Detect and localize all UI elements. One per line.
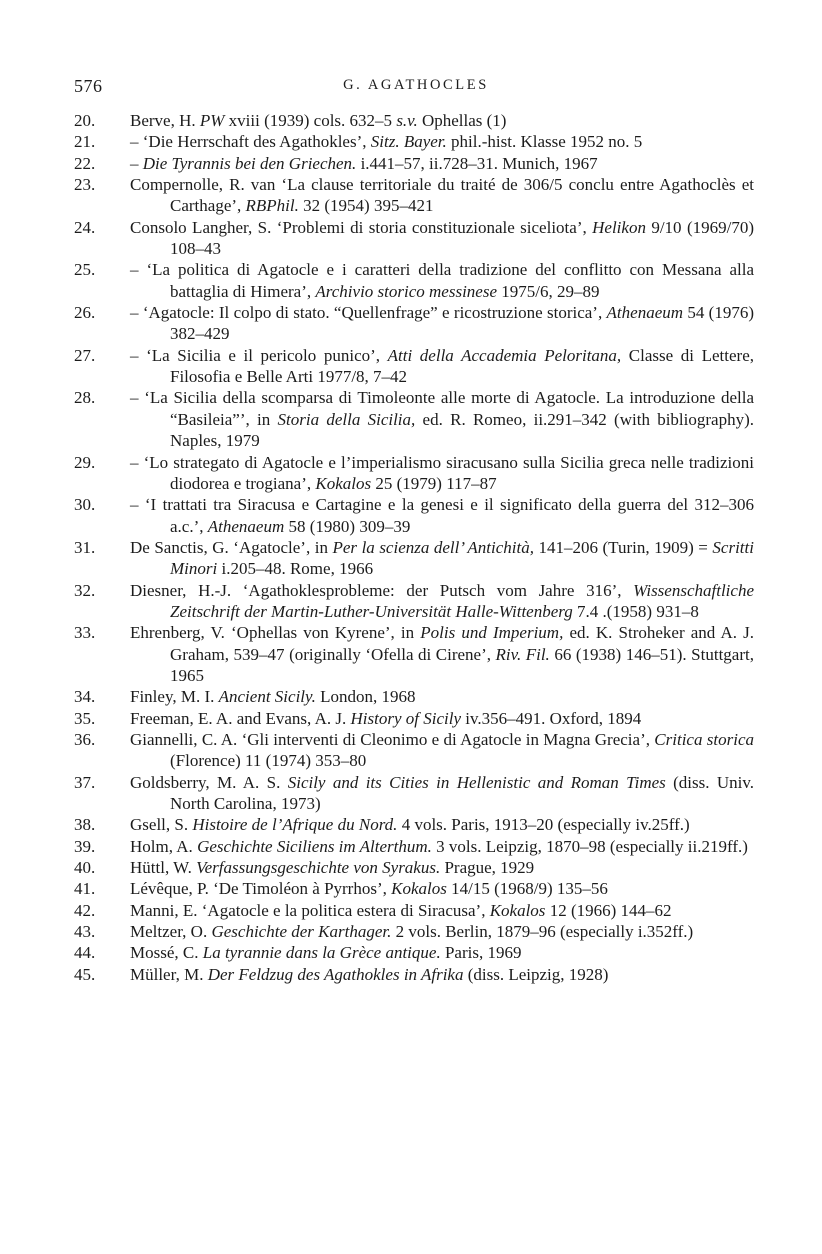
bibliography-entry xyxy=(74,878,754,899)
entry-text xyxy=(130,837,748,856)
bibliography-entry xyxy=(74,110,754,131)
entry-number: 26. xyxy=(74,303,96,323)
entry-text-segment: – ‘Agatocle: Il colpo di stato. “Quellenfrage” e ricostruzione storica’, xyxy=(130,303,607,323)
entry-text xyxy=(130,901,672,920)
running-head: G. AGATHOCLES xyxy=(343,77,489,93)
entry-text-segment: Meltzer, O. xyxy=(130,922,212,942)
entry-text-segment: 25 (1979) 117–87 xyxy=(371,473,497,493)
entry-number: 28. xyxy=(74,388,96,408)
entry-text xyxy=(130,879,608,898)
entry-text-segment: – ‘La Sicilia della scomparsa di Timoleonte alle morte di Agatocle. La introduzione della “Basileia”’, in xyxy=(130,388,754,429)
entry-text xyxy=(130,346,754,386)
bibliography-entry xyxy=(74,259,754,302)
entry-text-segment: Berve, H. xyxy=(130,111,200,130)
entry-number: 44. xyxy=(74,943,96,963)
entry-text-segment: i.205–48. Rome, 1966 xyxy=(217,559,374,579)
entry-number: 21. xyxy=(74,132,96,152)
entry-text xyxy=(130,965,608,984)
bibliography-entry xyxy=(74,708,754,729)
bibliography-entry xyxy=(74,900,754,921)
entry-text xyxy=(130,218,754,258)
entry-text-segment: 32 (1954) 395–421 xyxy=(298,196,434,216)
bibliography-entry xyxy=(74,857,754,878)
entry-text xyxy=(130,495,754,535)
entry-text xyxy=(130,303,754,343)
entry-text xyxy=(130,773,754,813)
entry-number: 27. xyxy=(74,345,96,365)
entry-italic-title: Athenaeum xyxy=(606,303,684,323)
bibliography-entry xyxy=(74,580,754,623)
bibliography-entry xyxy=(74,345,754,388)
entry-text-segment: – ‘La politica di Agatocle e i caratteri della tradizione del conflitto con Messana alla battaglia di Himera’, xyxy=(130,260,754,301)
entry-text-segment: iv.356–491. Oxford, 1894 xyxy=(460,708,642,728)
entry-italic-title: Kokalos xyxy=(315,473,372,493)
entry-text-segment: 141–206 (Turin, 1909) = xyxy=(533,537,713,557)
entry-number: 22. xyxy=(74,153,96,173)
entry-text-segment: Prague, 1929 xyxy=(440,858,535,878)
entry-text-segment: (Florence) 11 (1974) 353–80 xyxy=(170,751,367,771)
entry-number: 24. xyxy=(74,217,96,237)
entry-number: 39. xyxy=(74,836,96,856)
entry-italic-title: Wissenschaftliche Zeitschrift der Martin-Luther-Universität Halle-Wittenberg xyxy=(170,580,754,621)
bibliography-list xyxy=(74,110,754,985)
entry-italic-title: RBPhil. xyxy=(245,196,299,216)
entry-number: 23. xyxy=(74,175,96,195)
entry-text-segment: 7.4 .(1958) 931–8 xyxy=(572,601,699,621)
entry-text-segment: Finley, M. I. xyxy=(130,687,219,707)
entry-text-segment: phil.-hist. Klasse 1952 no. 5 xyxy=(446,132,643,152)
entry-italic-title: Sitz. Bayer. xyxy=(370,132,447,152)
entry-number: 30. xyxy=(74,495,96,515)
entry-text-segment: London, 1968 xyxy=(315,687,416,707)
entry-text-segment: Classe di Lettere, Filosofia e Belle Arti 1977/8, 7–42 xyxy=(170,345,754,387)
entry-text-segment: Diesner, H.-J. ‘Agathoklesprobleme: der Putsch vom Jahre 316’, xyxy=(130,580,634,600)
bibliography-entry xyxy=(74,964,754,985)
entry-text-segment: Consolo Langher, S. ‘Problemi di storia constituzionale siceliota’, xyxy=(130,217,593,237)
entry-number: 34. xyxy=(74,687,96,707)
entry-text-segment: 12 (1966) 144–62 xyxy=(545,900,672,920)
entry-italic-title: Die Tyrannis bei den Griechen. xyxy=(142,153,357,173)
entry-text-segment: (diss. Univ. North Carolina, 1973) xyxy=(170,772,754,813)
entry-text-segment: 66 (1938) 146–51). Stuttgart, 1965 xyxy=(170,644,754,685)
bibliography-entry xyxy=(74,686,754,707)
entry-text xyxy=(130,623,754,685)
entry-number: 45. xyxy=(74,964,96,984)
page-header xyxy=(74,76,754,100)
entry-text-segment: – ‘La Sicilia e il pericolo punico’, xyxy=(130,345,388,365)
bibliography-entry xyxy=(74,942,754,963)
bibliography-entry xyxy=(74,153,754,174)
entry-text xyxy=(130,111,506,130)
entry-text xyxy=(130,538,754,578)
entry-text-segment: Gsell, S. xyxy=(130,815,193,835)
entry-text-segment: – ‘Lo strategato di Agatocle e l’imperialismo siracusano sulla Sicilia greca nelle tradizioni diodorea e trogiana’, xyxy=(130,452,754,493)
bibliography-entry xyxy=(74,921,754,942)
entry-text xyxy=(130,132,642,151)
entry-text-segment: 2 vols. Berlin, 1879–96 (especially i.352ff.) xyxy=(391,922,694,942)
entry-text-segment: – ‘I trattati tra Siracusa e Cartagine e la genesi e il significato della guerra del 312–306 a.c.’, xyxy=(130,495,754,536)
entry-number: 37. xyxy=(74,772,96,792)
entry-text-segment: Freeman, E. A. and Evans, A. J. xyxy=(130,708,351,728)
entry-text xyxy=(130,175,754,215)
entry-italic-title: Storia della Sicilia, xyxy=(277,409,416,429)
entry-italic-title: Per la scienza dell’ Antichità, xyxy=(332,537,534,557)
entry-italic-title: Ancient Sicily. xyxy=(218,687,316,707)
entry-text-segment: xviii (1939) cols. 632–5 xyxy=(224,111,397,130)
entry-text-segment: – ‘Die Herrschaft des Agathokles’, xyxy=(130,132,371,152)
entry-italic-title: Der Feldzug des Agathokles in Afrika xyxy=(207,964,464,984)
bibliography-entry xyxy=(74,729,754,772)
entry-text-segment: i.441–57, ii.728–31. Munich, 1967 xyxy=(356,153,598,173)
entry-italic-title: Histoire de l’Afrique du Nord. xyxy=(192,815,398,835)
bibliography-entry xyxy=(74,622,754,686)
entry-text xyxy=(130,687,416,706)
entry-number: 31. xyxy=(74,537,96,557)
entry-text-segment: De Sanctis, G. ‘Agatocle’, in xyxy=(130,537,333,557)
page-number: 576 xyxy=(74,76,103,96)
entry-text-segment: Giannelli, C. A. ‘Gli interventi di Cleonimo e di Agatocle in Magna Grecia’, xyxy=(130,729,655,749)
entry-text xyxy=(130,858,534,877)
entry-number: 36. xyxy=(74,729,96,749)
entry-number: 38. xyxy=(74,815,96,835)
entry-italic-title: Geschichte der Karthager. xyxy=(211,922,392,942)
entry-text-segment: – xyxy=(130,153,143,173)
entry-italic-title: Critica storica xyxy=(654,729,754,749)
entry-italic-title: PW xyxy=(199,111,225,130)
entry-text-segment: Ophellas (1) xyxy=(417,111,507,130)
bibliography-entry xyxy=(74,836,754,857)
entry-text xyxy=(130,581,754,621)
bibliography-entry xyxy=(74,217,754,260)
entry-text-segment: Goldsberry, M. A. S. xyxy=(130,772,288,792)
bibliography-entry xyxy=(74,494,754,537)
entry-italic-title: Helikon xyxy=(592,217,646,237)
entry-text xyxy=(130,453,754,493)
entry-italic-title: Polis und Imperium, xyxy=(420,623,564,643)
entry-text-segment: 54 (1976) 382–429 xyxy=(170,303,754,344)
entry-italic-title: Verfassungsgeschichte von Syrakus. xyxy=(196,858,441,878)
entry-text-segment: Müller, M. xyxy=(130,964,208,984)
entry-number: 33. xyxy=(74,623,96,643)
entry-text-segment: Ehrenberg, V. ‘Ophellas von Kyrene’, in xyxy=(130,623,421,643)
entry-text-segment: Holm, A. xyxy=(130,836,198,856)
entry-text-segment: 58 (1980) 309–39 xyxy=(284,516,411,536)
bibliography-entry xyxy=(74,537,754,580)
bibliography-entry xyxy=(74,452,754,495)
bibliography-entry xyxy=(74,174,754,217)
entry-number: 25. xyxy=(74,260,96,280)
entry-italic-title: Archivio storico messinese xyxy=(315,281,498,301)
bibliography-entry xyxy=(74,814,754,835)
entry-number: 40. xyxy=(74,858,96,878)
entry-italic-title: Kokalos xyxy=(391,879,447,899)
entry-text-segment: 9/10 (1969/70) 108–43 xyxy=(170,217,754,259)
entry-italic-title: History of Sicily xyxy=(350,708,461,728)
entry-text xyxy=(130,922,693,941)
entry-text xyxy=(130,709,641,728)
entry-number: 32. xyxy=(74,580,96,600)
entry-italic-title: Athenaeum xyxy=(207,516,285,536)
entry-text-segment: 4 vols. Paris, 1913–20 (especially iv.25ff.) xyxy=(397,815,690,835)
entry-italic-title: Kokalos xyxy=(489,900,546,920)
entry-text-segment: Mossé, C. xyxy=(130,943,203,963)
entry-number: 29. xyxy=(74,452,96,472)
entry-italic-title: Riv. Fil. xyxy=(495,644,550,664)
entry-text xyxy=(130,815,690,834)
entry-italic-title: La tyrannie dans la Grèce antique. xyxy=(202,943,441,963)
bibliography-entry xyxy=(74,302,754,345)
entry-text-segment: Paris, 1969 xyxy=(440,943,522,963)
entry-text-segment: ed. K. Stroheker and A. J. Graham, 539–47 (originally ‘Ofella di Cirene’, xyxy=(170,623,754,664)
entry-italic-title: Geschichte Siciliens im Alterthum. xyxy=(197,836,432,856)
entry-text-segment: ed. R. Romeo, ii.291–342 (with bibliography). Naples, 1979 xyxy=(170,409,754,451)
entry-italic-title: Scritti Minori xyxy=(170,537,754,579)
entry-text-segment: Compernolle, R. van ‘La clause territoriale du traité de 306/5 conclu entre Agathoclès et Carthage’, xyxy=(130,175,754,216)
entry-text xyxy=(130,730,754,770)
entry-number: 43. xyxy=(74,922,96,942)
entry-text xyxy=(130,388,754,450)
entry-number: 41. xyxy=(74,879,96,899)
entry-number: 35. xyxy=(74,708,96,728)
entry-italic-title: Sicily and its Cities in Hellenistic and Roman Times xyxy=(287,772,666,792)
entry-number: 42. xyxy=(74,900,96,920)
entry-text-segment: Lévêque, P. ‘De Timoléon à Pyrrhos’, xyxy=(130,879,392,899)
entry-text xyxy=(130,260,754,300)
entry-text-segment: 14/15 (1968/9) 135–56 xyxy=(446,879,608,899)
entry-text-segment: 1975/6, 29–89 xyxy=(497,281,600,301)
entry-text xyxy=(130,943,521,962)
entry-text-segment: Manni, E. ‘Agatocle e la politica estera di Siracusa’, xyxy=(130,900,490,920)
entry-text-segment: (diss. Leipzig, 1928) xyxy=(463,964,609,984)
entry-italic-title: Atti della Accademia Peloritana, xyxy=(387,345,622,365)
bibliography-entry xyxy=(74,387,754,451)
bibliography-entry xyxy=(74,131,754,152)
entry-text xyxy=(130,154,598,173)
bibliography-entry xyxy=(74,772,754,815)
entry-italic-title: s.v. xyxy=(396,111,418,130)
entry-number: 20. xyxy=(74,111,96,130)
entry-text-segment: Hüttl, W. xyxy=(130,858,197,878)
entry-text-segment: 3 vols. Leipzig, 1870–98 (especially ii.219ff.) xyxy=(431,836,748,856)
